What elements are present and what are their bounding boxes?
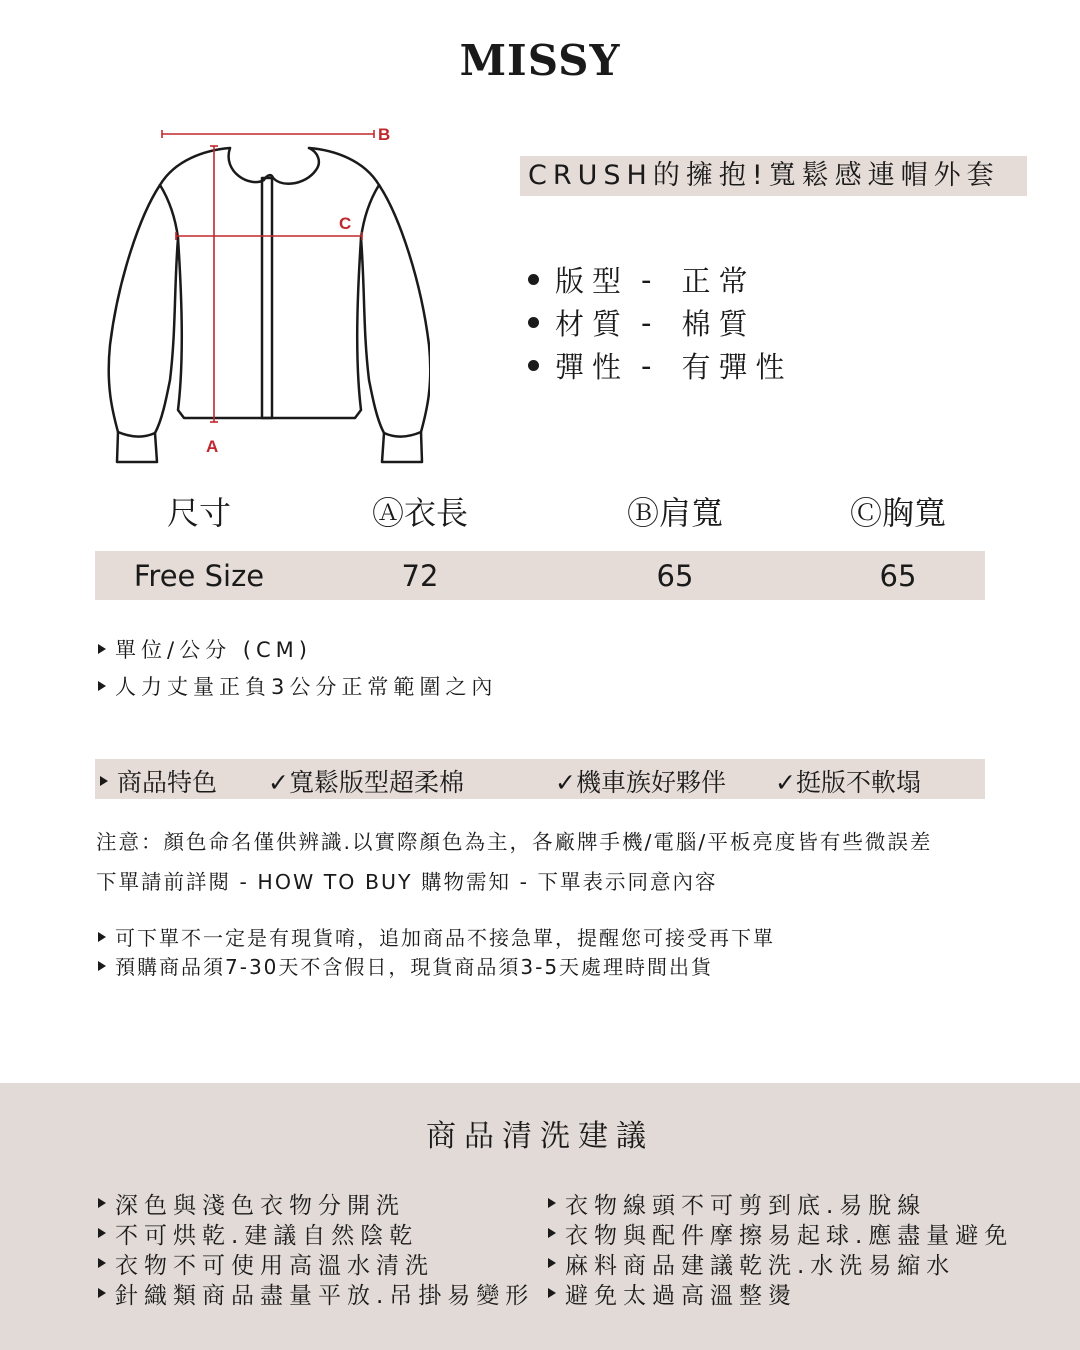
- feature-item: ✓機車族好夥伴: [555, 768, 726, 797]
- jacket-body-outline: [109, 148, 430, 462]
- care-item: [98, 1188, 534, 1218]
- bullet-icon: [528, 360, 539, 371]
- cell-shoulder: 65: [656, 559, 694, 593]
- triangle-bullet-icon: [98, 1258, 106, 1268]
- care-text: 衣物與配件摩擦易起球.應盡量避免: [565, 1222, 1014, 1249]
- triangle-bullet-icon: [100, 776, 108, 786]
- feature-label: [100, 763, 217, 799]
- product-title: CRUSH的擁抱!寬鬆感連帽外套: [520, 156, 1027, 196]
- care-title: 商品清洗建議: [426, 1119, 654, 1154]
- bullet-icon: [528, 274, 539, 285]
- left-cuff: [118, 432, 155, 437]
- care-item: [548, 1248, 1013, 1278]
- size-table-row: [95, 551, 985, 600]
- jacket-diagram: [100, 120, 430, 480]
- header-shoulder: Ⓑ肩寬: [626, 494, 724, 532]
- spec-name: 彈性: [555, 350, 630, 384]
- care-item: [548, 1218, 1013, 1248]
- right-armhole: [361, 185, 379, 238]
- size-table-header: [0, 488, 1080, 532]
- care-item: [98, 1278, 534, 1308]
- triangle-bullet-icon: [98, 681, 106, 691]
- header-size: 尺寸: [166, 494, 232, 532]
- triangle-bullet-icon: [548, 1198, 556, 1208]
- order-notes: [98, 922, 775, 980]
- order-note: [98, 922, 775, 951]
- triangle-bullet-icon: [98, 1198, 106, 1208]
- triangle-bullet-icon: [98, 1228, 106, 1238]
- collar-outline: [229, 148, 319, 184]
- spec-item: [528, 344, 793, 387]
- note-text: 人力丈量正負3公分正常範圍之內: [115, 674, 498, 699]
- right-cuff: [384, 432, 421, 437]
- care-text: 麻料商品建議乾洗.水洗易縮水: [565, 1252, 956, 1279]
- care-text: 不可烘乾.建議自然陰乾: [115, 1222, 419, 1249]
- header-length: Ⓐ衣長: [371, 494, 469, 532]
- brand-logo: MISSY: [459, 36, 621, 85]
- order-note: [98, 951, 775, 980]
- spec-item: [528, 301, 793, 344]
- order-note-text: 預購商品須7-30天不含假日，現貨商品須3-5天處理時間出貨: [115, 955, 714, 979]
- feature-item: ✓寬鬆版型超柔棉: [268, 768, 464, 797]
- label-c: C: [339, 214, 352, 233]
- triangle-bullet-icon: [548, 1258, 556, 1268]
- zipper: [262, 178, 272, 418]
- label-b: B: [378, 125, 391, 144]
- care-text: 衣物線頭不可剪到底.易脫線: [565, 1192, 927, 1219]
- left-armhole: [160, 185, 178, 238]
- cell-length: 72: [401, 559, 439, 593]
- label-a: A: [206, 437, 219, 456]
- cell-size: Free Size: [133, 559, 265, 593]
- feature-label-text: 商品特色: [117, 768, 218, 797]
- care-list-right: [548, 1188, 1013, 1308]
- care-text: 避免太過高溫整燙: [565, 1282, 797, 1309]
- caution-text: [96, 828, 932, 903]
- spec-item: [528, 258, 793, 301]
- spec-value: 正常: [681, 264, 756, 298]
- cell-chest: 65: [879, 559, 917, 593]
- header-chest: Ⓒ胸寬: [849, 494, 947, 532]
- spec-name: 材質: [555, 307, 630, 341]
- triangle-bullet-icon: [548, 1228, 556, 1238]
- bullet-icon: [528, 317, 539, 328]
- triangle-bullet-icon: [98, 1288, 106, 1298]
- feature-item: ✓挺版不軟塌: [775, 768, 921, 797]
- triangle-bullet-icon: [98, 644, 106, 654]
- care-item: [548, 1278, 1013, 1308]
- note-text: 單位/公分 (CM): [115, 637, 312, 662]
- caution-line: 下單請前詳閱 - HOW TO BUY 購物需知 - 下單表示同意內容: [96, 870, 718, 894]
- measure-notes: [98, 630, 497, 704]
- spec-value: 棉質: [681, 307, 756, 341]
- note-item: [98, 630, 497, 667]
- triangle-bullet-icon: [98, 932, 106, 942]
- care-item: [548, 1188, 1013, 1218]
- triangle-bullet-icon: [98, 961, 106, 971]
- care-text: 針織類商品盡量平放.吊掛易變形: [115, 1282, 535, 1309]
- caution-line: 注意：顏色命名僅供辨識.以實際顏色為主，各廠牌手機/電腦/平板亮度皆有些微誤差: [96, 830, 933, 854]
- care-text: 深色與淺色衣物分開洗: [115, 1192, 405, 1219]
- triangle-bullet-icon: [548, 1288, 556, 1298]
- spec-list: [528, 258, 793, 387]
- spec-value: 有彈性: [681, 350, 793, 384]
- spec-separator: -: [641, 348, 660, 383]
- care-item: [98, 1248, 534, 1278]
- care-section: [0, 1083, 1080, 1350]
- spec-separator: -: [641, 305, 660, 340]
- care-list-left: [98, 1188, 534, 1308]
- care-item: [98, 1218, 534, 1248]
- spec-separator: -: [641, 262, 660, 297]
- note-item: [98, 667, 497, 704]
- care-text: 衣物不可使用高溫水清洗: [115, 1252, 434, 1279]
- order-note-text: 可下單不一定是有現貨唷，追加商品不接急單，提醒您可接受再下單: [115, 926, 775, 950]
- spec-name: 版型: [555, 264, 630, 298]
- feature-band: [95, 759, 985, 799]
